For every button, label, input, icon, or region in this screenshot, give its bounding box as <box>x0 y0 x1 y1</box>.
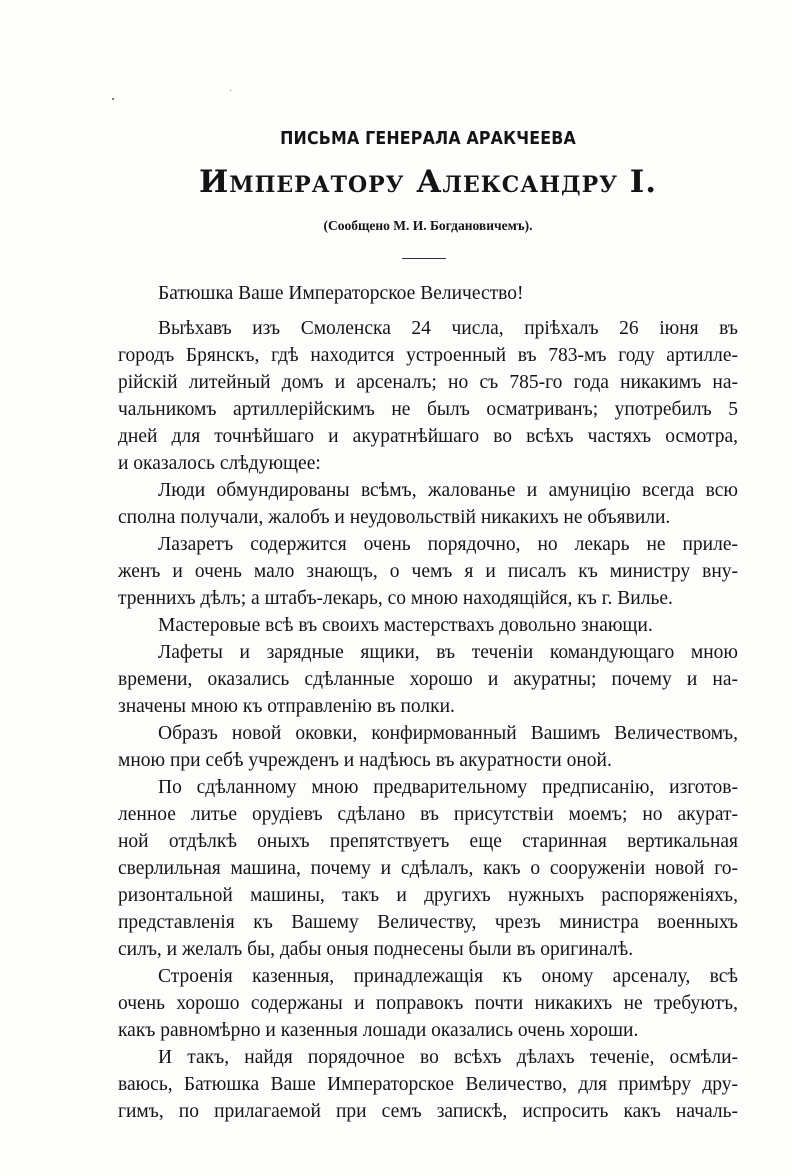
text-line: треннихъ дѣлъ; а штабъ-лекарь, со мною находящійся, къ г. Вилье. <box>118 588 673 609</box>
text-line: ной отдѣлкѣ оныхъ препятствуетъ еще старинная вертикальная <box>118 831 738 852</box>
text-line: времени, оказались сдѣланные хорошо и акуратны; почему и на- <box>118 669 738 690</box>
text-line: сверлильная машина, почему и сдѣлалъ, какъ о сооруженіи новой го- <box>118 858 738 879</box>
text-line: и оказалось слѣдующее: <box>118 453 321 474</box>
title-line-2: Императору Александру I. <box>198 164 658 200</box>
text-line: очень хорошо содержаны и поправокъ почти никакихъ не требуютъ, <box>118 993 738 1014</box>
text-line: городъ Брянскъ, гдѣ находится устроенный въ 783-мъ году артилле- <box>118 345 738 366</box>
text-line: Выѣхавъ изъ Смоленска 24 числа, пріѣхалъ 26 іюня въ <box>158 318 738 339</box>
document-page <box>118 0 738 1176</box>
text-line: дней для точнѣйшаго и акуратнѣйшаго во всѣхъ частяхъ осмотра, <box>118 426 738 447</box>
text-line: Мастеровые всѣ въ своихъ мастерствахъ довольно знающи. <box>158 615 653 636</box>
text-line: ваюсь, Батюшка Ваше Императорское Величество, для примѣру дру- <box>118 1074 738 1095</box>
attribution: (Сообщено М. И. Богдановичемъ). <box>323 218 533 233</box>
text-line: гимъ, по прилагаемой при семъ запискѣ, испросить какъ началь- <box>118 1101 738 1122</box>
text-line: чальникомъ артиллерійскимъ не былъ осматриванъ; употребилъ 5 <box>118 399 738 420</box>
text-line: Лазаретъ содержится очень порядочно, но лекарь не приле- <box>158 534 738 555</box>
title-divider <box>402 258 446 259</box>
text-line: ризонтальной машины, такъ и другихъ нужныхъ распоряженіяхъ, <box>118 885 738 906</box>
text-line: Люди обмундированы всѣмъ, жалованье и амуницію всегда всю <box>158 480 738 501</box>
text-line: мною при себѣ учрежденъ и надѣюсь въ акуратности оной. <box>118 750 612 771</box>
text-line: Образъ новой оковки, конфирмованный Вашимъ Величествомъ, <box>158 723 738 744</box>
text-line: И такъ, найдя порядочное во всѣхъ дѣлахъ теченіе, осмѣли- <box>158 1047 738 1068</box>
text-line: рійскій литейный домъ и арсеналъ; но съ 785-го года никакимъ на- <box>118 372 738 393</box>
text-line: По сдѣланному мною предварительному предписанію, изготов- <box>158 777 738 798</box>
scan-speck <box>230 90 231 91</box>
text-line: женъ и очень мало знающъ, о чемъ я и писалъ къ министру вну- <box>118 561 738 582</box>
scan-speck <box>112 98 114 100</box>
text-line: значены мною къ отправленію въ полки. <box>118 696 455 717</box>
text-line: Лафеты и зарядные ящики, въ теченіи командующаго мною <box>158 642 738 663</box>
salutation: Батюшка Ваше Императорское Величество! <box>158 283 524 304</box>
text-line: Строенія казенныя, принадлежащія къ оному арсеналу, всѣ <box>158 966 738 987</box>
text-line: ленное литье орудіевъ сдѣлано въ присутствіи моемъ; но акурат- <box>118 804 738 825</box>
text-line: силъ, и желалъ бы, дабы оныя поднесены были въ оригиналѣ. <box>118 939 634 960</box>
text-line: сполна получали, жалобъ и неудовольствій никакихъ не объявили. <box>118 507 671 528</box>
title-line-1: ПИСЬМА ГЕНЕРАЛА АРАКЧЕЕВА <box>280 128 576 149</box>
text-line: какъ равномѣрно и казенныя лошади оказались очень хороши. <box>118 1020 639 1041</box>
text-line: представленія къ Вашему Величеству, чрезъ министра военныхъ <box>118 912 738 933</box>
